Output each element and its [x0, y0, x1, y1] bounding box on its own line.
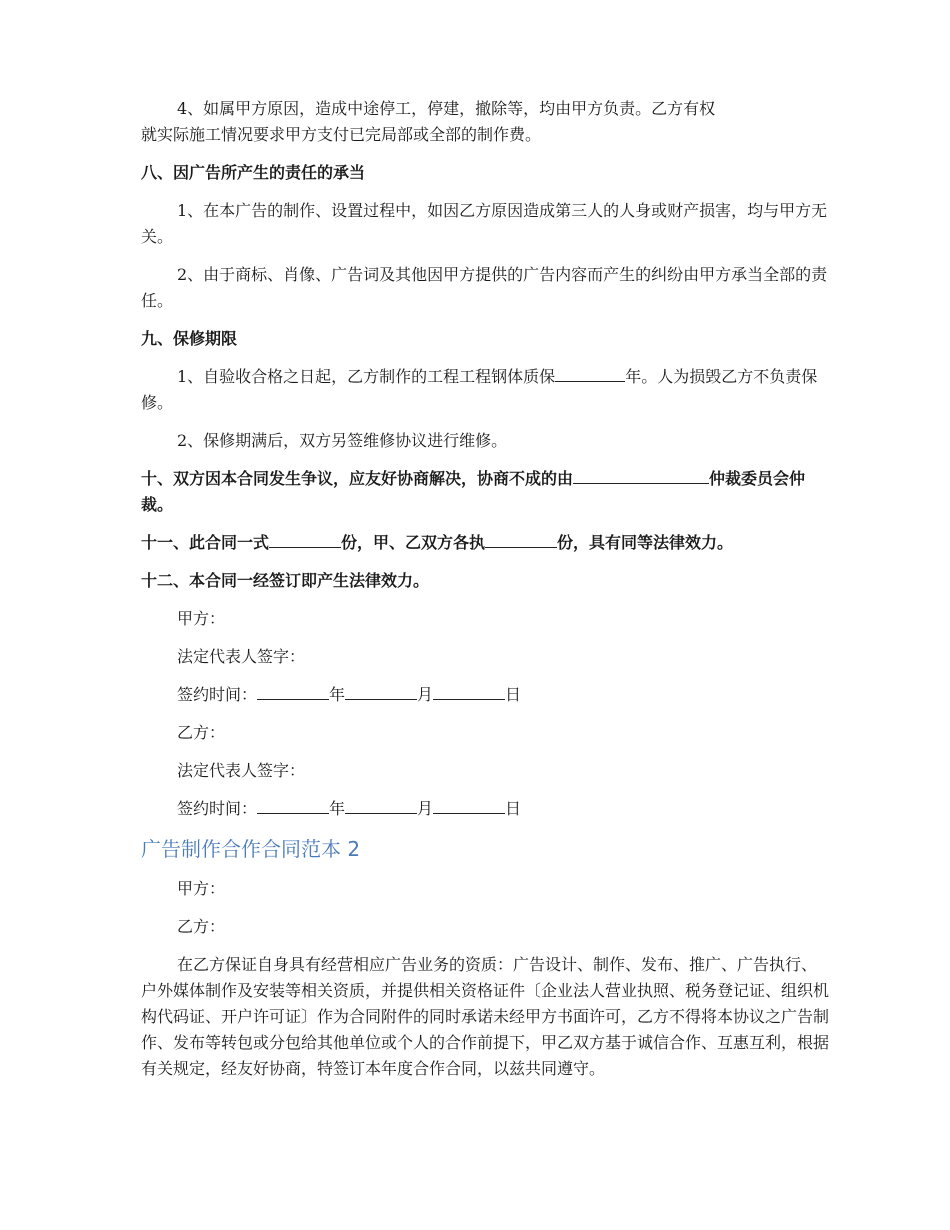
year-label: 年	[329, 685, 346, 704]
section9-heading: 九、保修期限	[141, 329, 238, 348]
month-blank	[345, 797, 417, 814]
month-label: 月	[417, 799, 434, 818]
warranty-years-blank	[555, 365, 625, 382]
section9-item1	[141, 364, 831, 416]
sign-date-label: 签约时间：	[177, 799, 258, 818]
copies-each-blank	[485, 531, 557, 548]
party-b-label: 乙方：	[177, 723, 226, 742]
section11-clause	[141, 530, 831, 556]
arbitration-committee-blank	[573, 467, 709, 484]
section11-text-end: 份，具有同等法律效力。	[557, 533, 734, 552]
section10-clause	[141, 466, 831, 518]
section10-text: 十、双方因本合同发生争议，应友好协商解决，协商不成的由	[141, 469, 574, 488]
copies-total-blank	[269, 531, 341, 548]
section12-heading: 十二、本合同一经签订即产生法律效力。	[141, 571, 430, 590]
year-label: 年	[329, 799, 346, 818]
month-blank	[345, 683, 417, 700]
contract2-party-a-label: 甲方：	[177, 879, 226, 898]
section11-text-mid: 份，甲、乙双方各执	[341, 533, 486, 552]
section8-heading: 八、因广告所产生的责任的承当	[141, 163, 366, 182]
year-blank	[257, 683, 329, 700]
sign-date-label: 签约时间：	[177, 685, 258, 704]
party-b-representative-label: 法定代表人签字：	[177, 761, 306, 780]
day-blank	[433, 683, 505, 700]
day-blank	[433, 797, 505, 814]
section9-item1-text-end: 年。人为损毁乙方不负责保修。	[141, 367, 818, 412]
section7-item4-line2: 就实际施工情况要求甲方支付已完局部或全部的制作费。	[141, 125, 542, 144]
section9-item2: 2、保修期满后，双方另签维修协议进行维修。	[177, 431, 508, 450]
party-a-representative-label: 法定代表人签字：	[177, 647, 306, 666]
section11-text: 十一、此合同一式	[141, 533, 270, 552]
section8-item2: 2、由于商标、肖像、广告词及其他因甲方提供的广告内容而产生的纠纷由甲方承当全部的责任。	[141, 265, 828, 310]
party-a-sign-date	[141, 682, 831, 708]
month-label: 月	[417, 685, 434, 704]
section9-item1-text: 1、自验收合格之日起，乙方制作的工程工程钢体质保	[177, 367, 556, 386]
day-label: 日	[505, 685, 522, 704]
section10-text-end: 仲裁委员会仲裁。	[141, 469, 806, 514]
day-label: 日	[505, 799, 522, 818]
party-b-sign-date	[141, 796, 831, 822]
section7-item4-line1: 4、如属甲方原因，造成中途停工，停建，撤除等，均由甲方负责。乙方有权	[177, 99, 716, 118]
section8-item1: 1、在本广告的制作、设置过程中，如因乙方原因造成第三人的人身或财产损害，均与甲方无关。	[141, 201, 828, 246]
contract2-intro-paragraph: 在乙方保证自身具有经营相应广告业务的资质：广告设计、制作、发布、推广、广告执行、户外媒体制作及安装等相关资质，并提供相关资格证件〔企业法人营业执照、税务登记证、组织机构代码证、开户许可证〕作为合同附件的同时承诺未经甲方书面许可，乙方不得将本协议之广告制作、发布等转包或分包给其他单位或个人的合作前提下，甲乙双方基于诚信合作、互惠互利，根据有关规定，经友好协商，特签订本年度合作合同，以兹共同遵守。	[141, 955, 830, 1078]
year-blank	[257, 797, 329, 814]
contract2-title: 广告制作合作合同范本 2	[141, 837, 361, 861]
party-a-label: 甲方：	[177, 609, 226, 628]
section7-item4	[141, 96, 831, 148]
document-page	[141, 96, 831, 1094]
contract2-party-b-label: 乙方：	[177, 917, 226, 936]
